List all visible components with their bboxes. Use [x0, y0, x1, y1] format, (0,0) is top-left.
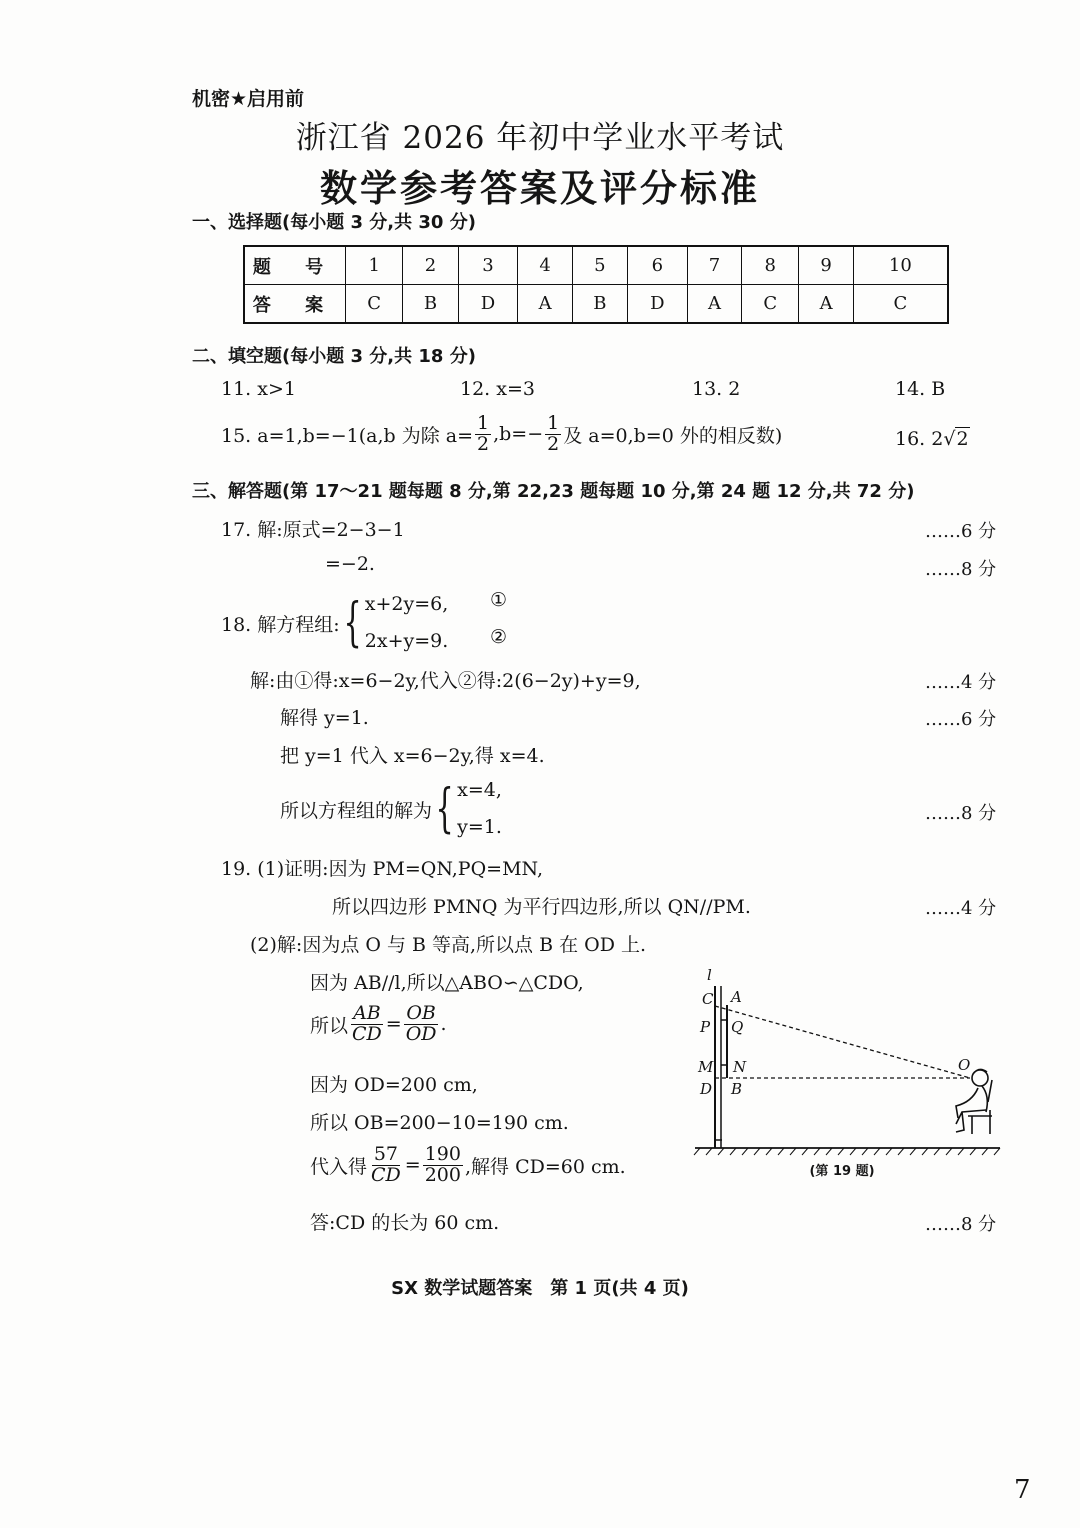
- answer-16: [895, 428, 970, 450]
- score-mark: ……6 分: [925, 709, 997, 730]
- table-cell: 4: [518, 246, 572, 285]
- score-mark: ……4 分: [925, 672, 997, 693]
- confidential-label: 机密★启用前: [192, 88, 305, 110]
- row-label: 题 号: [244, 246, 346, 285]
- equation-system: [340, 586, 449, 660]
- table-cell: 8: [742, 246, 799, 285]
- answer-15-text: 及 a=0,b=0 外的相反数): [563, 424, 783, 447]
- row-label: 答 案: [244, 285, 346, 324]
- numerator: 1: [547, 412, 560, 434]
- numerator: 57: [373, 1143, 398, 1165]
- answer-12: 12. x=3: [460, 378, 535, 400]
- denominator: OD: [405, 1022, 437, 1045]
- brace-icon: {: [343, 593, 362, 653]
- table-cell: 5: [572, 246, 627, 285]
- numerator: 190: [424, 1143, 461, 1165]
- fraction: [475, 414, 491, 455]
- equals-sign: =: [385, 1013, 402, 1036]
- page-footer: SX 数学试题答案 第 1 页(共 4 页): [391, 1278, 689, 1299]
- numerator: OB: [406, 1002, 436, 1024]
- table-cell: 1: [346, 246, 403, 285]
- denominator: 2: [547, 432, 560, 455]
- equation-marker: ②: [490, 626, 508, 648]
- period: .: [440, 1013, 447, 1036]
- q19-substitution: [310, 1145, 626, 1186]
- label-A: A: [731, 988, 742, 1006]
- table-cell: 3: [458, 246, 518, 285]
- table-cell: A: [799, 285, 853, 324]
- denominator: 200: [424, 1163, 461, 1186]
- table-cell: A: [518, 285, 572, 324]
- section2-heading: 二、填空题(每小题 3 分,共 18 分): [192, 346, 476, 367]
- person-icon: [956, 1069, 992, 1134]
- fraction: [350, 1004, 384, 1045]
- equals-sign: =: [404, 1154, 421, 1177]
- answer-table: [243, 245, 949, 324]
- q19-line3: (2)解:因为点 O 与 B 等高,所以点 B 在 OD 上.: [250, 934, 647, 956]
- table-cell: D: [627, 285, 687, 324]
- figure-caption: (第 19 题): [809, 1164, 875, 1179]
- q19-line7: 所以 OB=200−10=190 cm.: [310, 1112, 569, 1134]
- denominator: CD: [352, 1022, 382, 1045]
- q19-line1: 19. (1)证明:因为 PM=QN,PQ=MN,: [221, 858, 543, 880]
- table-cell: C: [742, 285, 799, 324]
- q18-line4: 所以方程组的解为: [280, 799, 433, 822]
- q19-text: 所以: [310, 1014, 349, 1037]
- table-row: [244, 246, 948, 285]
- q19-ratio: [310, 1004, 447, 1045]
- table-cell: C: [853, 285, 948, 324]
- label-B: B: [731, 1080, 743, 1098]
- fraction: [369, 1145, 403, 1186]
- ground-hatch: [694, 1148, 1000, 1155]
- numerator: AB: [353, 1002, 381, 1024]
- answer-16-text: 16. 2: [895, 428, 944, 450]
- fraction: [423, 1145, 463, 1186]
- score-mark: ……4 分: [925, 898, 997, 919]
- q19-figure: [690, 960, 1010, 1190]
- equation-lines: [457, 772, 502, 846]
- table-cell: 9: [799, 246, 853, 285]
- label-O: O: [958, 1056, 971, 1074]
- label-N: N: [733, 1058, 747, 1076]
- answer-13: 13. 2: [692, 378, 741, 400]
- q17-line2: =−2.: [325, 553, 375, 575]
- answer-15-text: ,b=−: [493, 423, 544, 446]
- table-cell: B: [572, 285, 627, 324]
- denominator: CD: [371, 1163, 401, 1186]
- score-mark: ……8 分: [925, 803, 997, 824]
- equation: y=1.: [457, 816, 502, 838]
- q18-line2: 解得 y=1.: [280, 707, 369, 729]
- label-D: D: [700, 1080, 713, 1098]
- denominator: 2: [477, 432, 490, 455]
- table-cell: B: [403, 285, 458, 324]
- score-mark: ……6 分: [925, 521, 997, 542]
- q19-text: 代入得: [310, 1155, 368, 1178]
- fraction: [545, 414, 561, 455]
- q19-line2: 所以四边形 PMNQ 为平行四边形,所以 QN//PM.: [332, 896, 751, 918]
- answer-15: [221, 414, 782, 455]
- q18-system: [221, 586, 448, 660]
- table-cell: D: [458, 285, 518, 324]
- page-number: 7: [1014, 1475, 1031, 1505]
- q19-line4: 因为 AB//l,所以△ABO∽△CDO,: [310, 972, 584, 994]
- numerator: 1: [477, 412, 490, 434]
- brace-icon: {: [435, 779, 454, 839]
- fraction: [404, 1004, 439, 1045]
- q19-line6: 因为 OD=200 cm,: [310, 1074, 478, 1096]
- table-cell: 7: [687, 246, 741, 285]
- label-C: C: [702, 990, 714, 1008]
- q17-line1: 17. 解:原式=2−3−1: [221, 519, 405, 541]
- sight-line: [715, 1006, 970, 1078]
- q19-line9: 答:CD 的长为 60 cm.: [310, 1212, 500, 1234]
- exam-title: 浙江省 2026 年初中学业水平考试: [295, 120, 785, 156]
- table-row: [244, 285, 948, 324]
- table-cell: 6: [627, 246, 687, 285]
- table-cell: C: [346, 285, 403, 324]
- answer-14: 14. B: [895, 378, 946, 400]
- table-cell: 2: [403, 246, 458, 285]
- score-mark: ……8 分: [925, 559, 997, 580]
- q18-line3: 把 y=1 代入 x=6−2y,得 x=4.: [280, 745, 545, 767]
- q19-text: ,解得 CD=60 cm.: [464, 1155, 626, 1178]
- q18-line1: 解:由①得:x=6−2y,代入②得:2(6−2y)+y=9,: [250, 670, 641, 692]
- equation: x+2y=6,: [364, 593, 449, 615]
- document-title: 数学参考答案及评分标准: [320, 167, 760, 210]
- label-M: M: [698, 1058, 714, 1076]
- label-Q: Q: [731, 1018, 744, 1036]
- label-l: l: [707, 966, 712, 984]
- equation: 2x+y=9.: [364, 630, 449, 652]
- score-mark: ……8 分: [925, 1214, 997, 1235]
- answer-11: 11. x>1: [221, 378, 296, 400]
- equation-lines: [365, 586, 449, 660]
- table-cell: A: [687, 285, 741, 324]
- equation-marker: ①: [490, 589, 508, 611]
- sqrt-icon: √: [943, 428, 956, 450]
- solution-system: [432, 772, 502, 846]
- q18-solution: [280, 772, 502, 846]
- section1-heading: 一、选择题(每小题 3 分,共 30 分): [192, 212, 476, 233]
- table-cell: 10: [853, 246, 948, 285]
- answer-15-text: 15. a=1,b=−1(a,b 为除 a=: [221, 424, 473, 447]
- section3-heading: 三、解答题(第 17～21 题每题 8 分,第 22,23 题每题 10 分,第 24 题 12 分,共 72 分): [192, 481, 915, 502]
- radicand: 2: [956, 428, 969, 450]
- label-P: P: [700, 1018, 711, 1036]
- q18-label: 18. 解方程组:: [221, 613, 340, 636]
- equation: x=4,: [457, 779, 502, 801]
